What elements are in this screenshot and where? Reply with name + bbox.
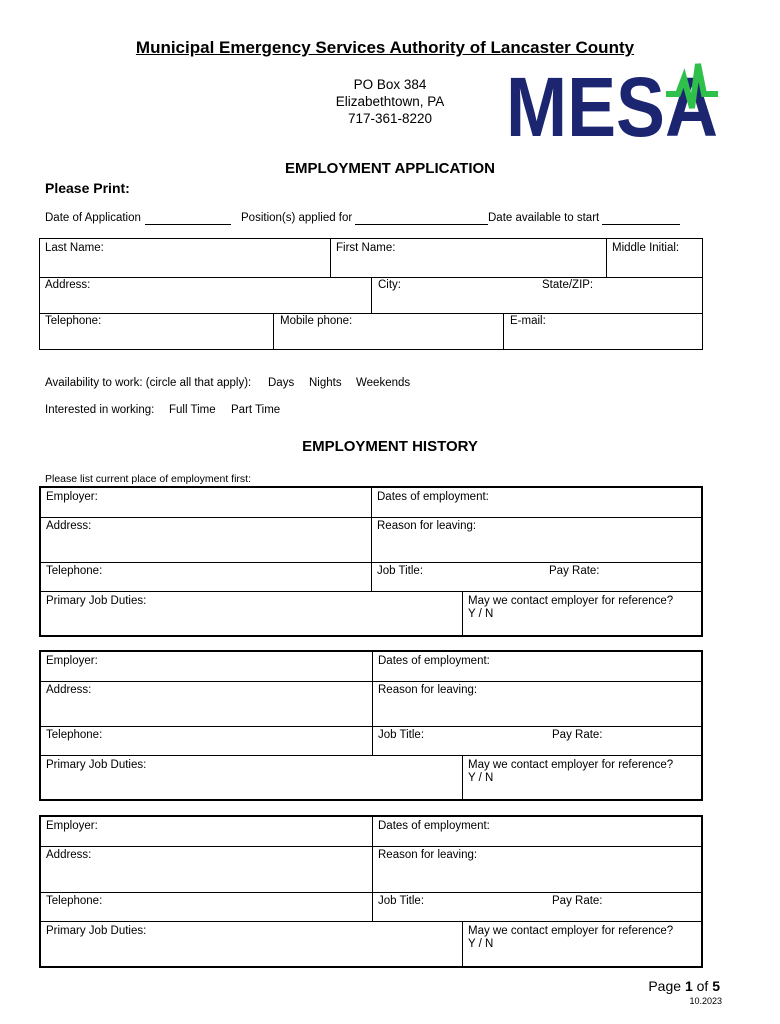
grid-divider [41, 726, 701, 727]
page-indicator [648, 978, 720, 994]
pay-rate-field[interactable]: Pay Rate: [549, 565, 600, 577]
grid-divider [462, 921, 463, 966]
employer-telephone-field[interactable]: Telephone: [46, 565, 103, 577]
date-available-line[interactable] [602, 212, 680, 225]
please-print: Please Print: [45, 180, 130, 196]
grid-divider [40, 313, 702, 314]
grid-divider [462, 755, 463, 799]
telephone-field[interactable]: Telephone: [45, 315, 102, 327]
grid-divider [503, 313, 504, 349]
grid-divider [273, 313, 274, 349]
employer-address-field[interactable]: Address: [46, 849, 92, 861]
grid-divider [41, 681, 701, 682]
form-title: EMPLOYMENT APPLICATION [285, 160, 495, 177]
grid-divider [41, 921, 701, 922]
interest-label: Interested in working: [45, 404, 155, 416]
contact-employer-question: May we contact employer for reference? [468, 595, 674, 607]
page-number: 1 [684, 978, 693, 994]
contact-yes-no[interactable]: Y / N [468, 938, 494, 950]
city-field[interactable]: City: [378, 279, 401, 291]
grid-divider [372, 652, 373, 755]
employer-telephone-field[interactable]: Telephone: [46, 729, 103, 741]
grid-divider [606, 239, 607, 277]
interest-option-full-time[interactable]: Full Time [169, 404, 216, 416]
history-note: Please list current place of employment first: [45, 473, 252, 485]
employer-address-field[interactable]: Address: [46, 520, 92, 532]
grid-divider [462, 591, 463, 635]
employer-field[interactable]: Employer: [46, 491, 98, 503]
contact-employer-question: May we contact employer for reference? [468, 925, 674, 937]
grid-divider [371, 488, 372, 591]
address-line-2: Elizabethtown, PA [335, 94, 445, 109]
availability-option-nights[interactable]: Nights [309, 377, 342, 389]
page-prefix: Page [648, 978, 682, 994]
pay-rate-field[interactable]: Pay Rate: [552, 895, 603, 907]
availability-option-weekends[interactable]: Weekends [356, 377, 411, 389]
employer-address-field[interactable]: Address: [46, 684, 92, 696]
grid-divider [330, 239, 331, 277]
phone-number: 717-361-8220 [347, 111, 433, 126]
availability-option-days[interactable]: Days [268, 377, 295, 389]
mesa-logo [506, 58, 721, 154]
address-line-1: PO Box 384 [353, 77, 427, 92]
contact-employer-question: May we contact employer for reference? [468, 759, 674, 771]
first-name-field[interactable]: First Name: [336, 242, 396, 254]
form-version: 10.2023 [689, 996, 722, 1006]
grid-divider [372, 817, 373, 921]
grid-divider [371, 277, 372, 313]
dates-of-employment-field[interactable]: Dates of employment: [378, 655, 490, 667]
employer-block-1 [39, 486, 703, 637]
reason-for-leaving-field[interactable]: Reason for leaving: [377, 520, 477, 532]
grid-divider [41, 892, 701, 893]
reason-for-leaving-field[interactable]: Reason for leaving: [378, 684, 478, 696]
mobile-phone-field[interactable]: Mobile phone: [280, 315, 353, 327]
reason-for-leaving-field[interactable]: Reason for leaving: [378, 849, 478, 861]
interest-option-part-time[interactable]: Part Time [231, 404, 281, 416]
grid-divider [41, 591, 701, 592]
date-available-label: Date available to start [488, 212, 600, 224]
employer-field[interactable]: Employer: [46, 820, 98, 832]
email-field[interactable]: E-mail: [510, 315, 546, 327]
primary-job-duties-field[interactable]: Primary Job Duties: [46, 595, 147, 607]
employer-telephone-field[interactable]: Telephone: [46, 895, 103, 907]
date-of-application-line[interactable] [145, 212, 231, 225]
dates-of-employment-field[interactable]: Dates of employment: [378, 820, 490, 832]
positions-applied-line[interactable] [355, 212, 488, 225]
dates-of-employment-field[interactable]: Dates of employment: [377, 491, 489, 503]
job-title-field[interactable]: Job Title: [377, 565, 424, 577]
last-name-field[interactable]: Last Name: [45, 242, 104, 254]
contact-yes-no[interactable]: Y / N [468, 772, 494, 784]
job-title-field[interactable]: Job Title: [378, 895, 425, 907]
logo-text: MESA [506, 60, 718, 154]
job-title-field[interactable]: Job Title: [378, 729, 425, 741]
personal-info-grid [39, 238, 703, 350]
org-title: Municipal Emergency Services Authority of Lancaster County [135, 38, 635, 57]
pay-rate-field[interactable]: Pay Rate: [552, 729, 603, 741]
positions-applied-label: Position(s) applied for [241, 212, 353, 224]
contact-yes-no[interactable]: Y / N [468, 608, 494, 620]
page-total: 5 [712, 978, 720, 994]
primary-job-duties-field[interactable]: Primary Job Duties: [46, 759, 147, 771]
grid-divider [41, 846, 701, 847]
date-of-application-label: Date of Application [45, 212, 141, 224]
employment-history-title: EMPLOYMENT HISTORY [302, 438, 478, 455]
page-of: of [696, 978, 709, 994]
employer-block-2 [39, 650, 703, 801]
availability-label: Availability to work: (circle all that apply): [45, 377, 252, 389]
employer-block-3 [39, 815, 703, 968]
address-field[interactable]: Address: [45, 279, 91, 291]
middle-initial-field[interactable]: Middle Initial: [612, 242, 680, 254]
primary-job-duties-field[interactable]: Primary Job Duties: [46, 925, 147, 937]
employer-field[interactable]: Employer: [46, 655, 98, 667]
state-zip-field[interactable]: State/ZIP: [542, 279, 594, 291]
grid-divider [41, 755, 701, 756]
